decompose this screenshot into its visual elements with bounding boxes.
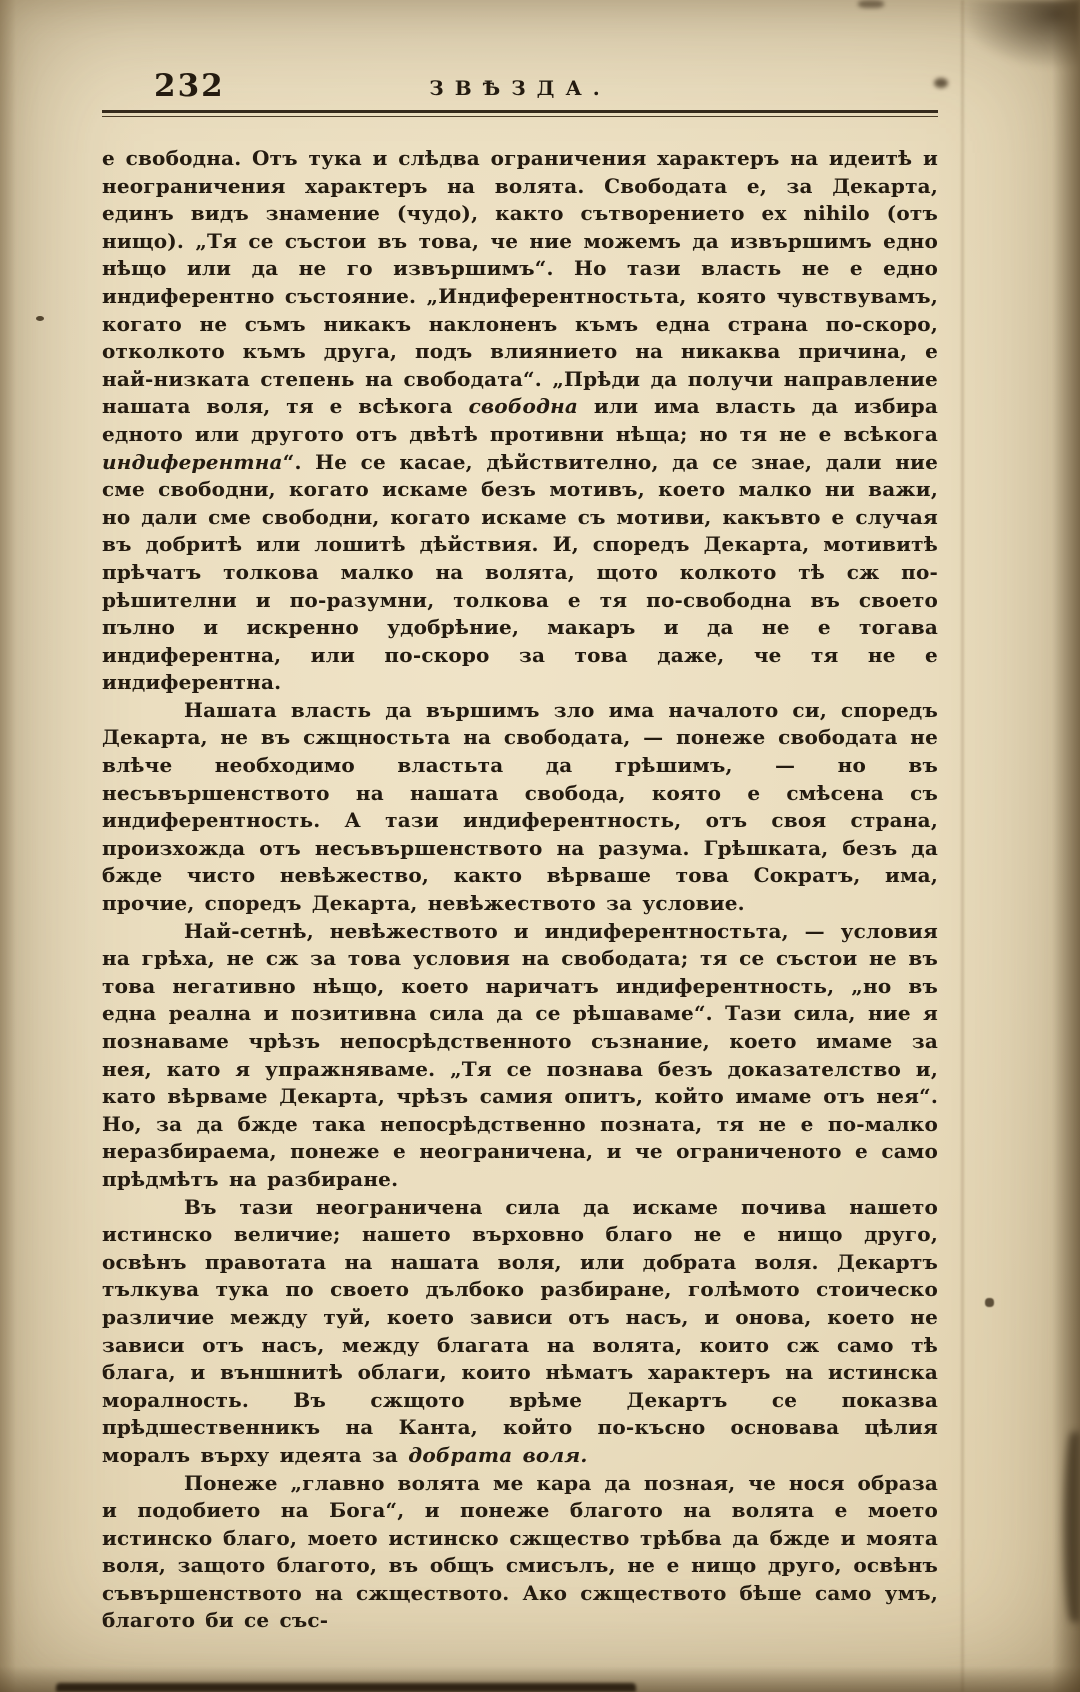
page-crease	[961, 0, 964, 1692]
text-segment: или има власть да избира едното или другото отъ двѣтѣ противни нѣща; но тя не е всѣкога	[102, 394, 938, 446]
paragraph	[102, 1194, 938, 1470]
edge-shadow	[0, 0, 16, 1692]
text-segment: Нашата власть да вършимъ зло има началото си, споредъ Декарта, не въ сжщностьта на свободата, — понеже свободата не влѣче необходимо властьта да грѣшимъ, — но въ несъвършенството на нашата свобода, която е смѣсена съ индиферентность. А тази индиферентность, отъ своя страна, произхожда отъ несъвършенството на разума. Грѣшката, безъ да бжде чисто невѣжество, както вѣрваше това Сократъ, има, прочие, споредъ Декарта, невѣжеството за условие.	[102, 697, 938, 916]
paragraph	[102, 918, 938, 1194]
text-segment: свободна	[468, 394, 579, 419]
header-rule-thick	[102, 110, 938, 113]
page-content	[102, 58, 938, 1635]
ink-speck	[985, 1298, 994, 1307]
ink-speck	[36, 316, 44, 321]
ink-stain	[858, 0, 884, 8]
text-segment: добрата воля.	[408, 1442, 588, 1467]
paragraph	[102, 1470, 938, 1636]
ink-stain	[56, 1683, 636, 1692]
text-segment: Най-сетнѣ, невѣжеството и индиферентностьта, — условия на грѣха, не сж за това условия на свободата; тя се състои не въ това негативно нѣщо, което наричатъ индиферентность, „но въ една реална и позитивна сила да се рѣшаваме“. Тази сила, ние я познаваме чрѣзъ непосрѣдственното съзнание, което имаме за нея, като я упражняваме. „Тя се познава безъ доказателство и, като вѣрваме Декарта, чрѣзъ самия опитъ, който имаме отъ нея“. Но, за да бжде така непосрѣдственно позната, тя не е по-малко неразбираема, понеже е неограничена, и че ограниченото е само прѣдмѣтъ на разбиране.	[102, 918, 938, 1191]
ink-stain	[960, 0, 1080, 70]
page-number: 232	[154, 68, 225, 104]
edge-shadow	[1052, 0, 1080, 1692]
header-rule	[102, 110, 938, 117]
text-block	[102, 145, 938, 1635]
paragraph	[102, 697, 938, 918]
text-segment: индиферентна	[102, 449, 283, 474]
journal-title: ЗВѢЗДА.	[429, 76, 611, 100]
paragraph	[102, 145, 938, 697]
text-segment: “. Не се касае, дѣйствително, да се знае, дали ние сме свободни, когато искаме безъ мотивъ, което малко ни важи, но дали сме свободни, когато искаме съ мотиви, какъвто е случая въ добритѣ или лошитѣ дѣйствия. И, споредъ Декарта, мотивитѣ прѣчатъ толкова малко на волята, щото колкото тѣ сж по-рѣшителни и по-разумни, толкова е тя по-свободна въ своето пълно и искренно удобрѣние, макаръ и да не е тогава индиферентна, или по-скоро за това даже, че тя не е индиферентна.	[102, 449, 938, 695]
page-header	[102, 58, 938, 104]
header-rule-thin	[102, 116, 938, 117]
text-segment: Въ тази неограничена сила да искаме почива нашето истинско величие; нашето върховно благо не е нищо друго, освѣнъ правотата на нашата воля, или добрата воля. Декартъ тълкува тука по своето дълбоко разбиране, голѣмото стоическо различие между туй, което зависи отъ насъ, и онова, което не зависи отъ насъ, между благата на волята, които сж само тѣ блага, и външнитѣ облаги, които нѣматъ характеръ на истинска моралность. Въ сжщото врѣме Декартъ се показва прѣдшественникъ на Канта, който по-късно основава цѣлия моралъ върху идеята за	[102, 1194, 938, 1467]
text-segment: е свободна. Отъ тука и слѣдва ограничения характеръ на идеитѣ и неограничения характеръ на волята. Свободата е, за Декарта, единъ видъ знамение (чудо), както сътворението ex nihilo (отъ нищо). „Тя се състои въ това, че ние можемъ да извършимъ едно нѣщо или да не го извършимъ“. Но тази власть не е едно индиферентно състояние. „Индиферентностьта, която чувствувамъ, когато не съмъ никакъ наклоненъ къмъ една страна по-скоро, отколкото къмъ друга, подъ влиянието на никаква причина, е най-низката степень на свободата“. „Прѣди да получи направление нашата воля, тя е всѣкога	[102, 146, 938, 419]
ink-stain	[1064, 1432, 1080, 1622]
text-segment: Понеже „главно волята ме кара да позная, че нося образа и подобието на Бога“, и понеже благото на волята е моето истинско благо, моето истинско сжщество трѣбва да бжде и моята воля, защото благото, въ общъ смисълъ, не е нищо друго, освѣнъ съвършенството на сжществото. Ако сжществото бѣше само умъ, благото би се със-	[102, 1470, 938, 1633]
edge-shadow	[0, 1666, 1080, 1692]
